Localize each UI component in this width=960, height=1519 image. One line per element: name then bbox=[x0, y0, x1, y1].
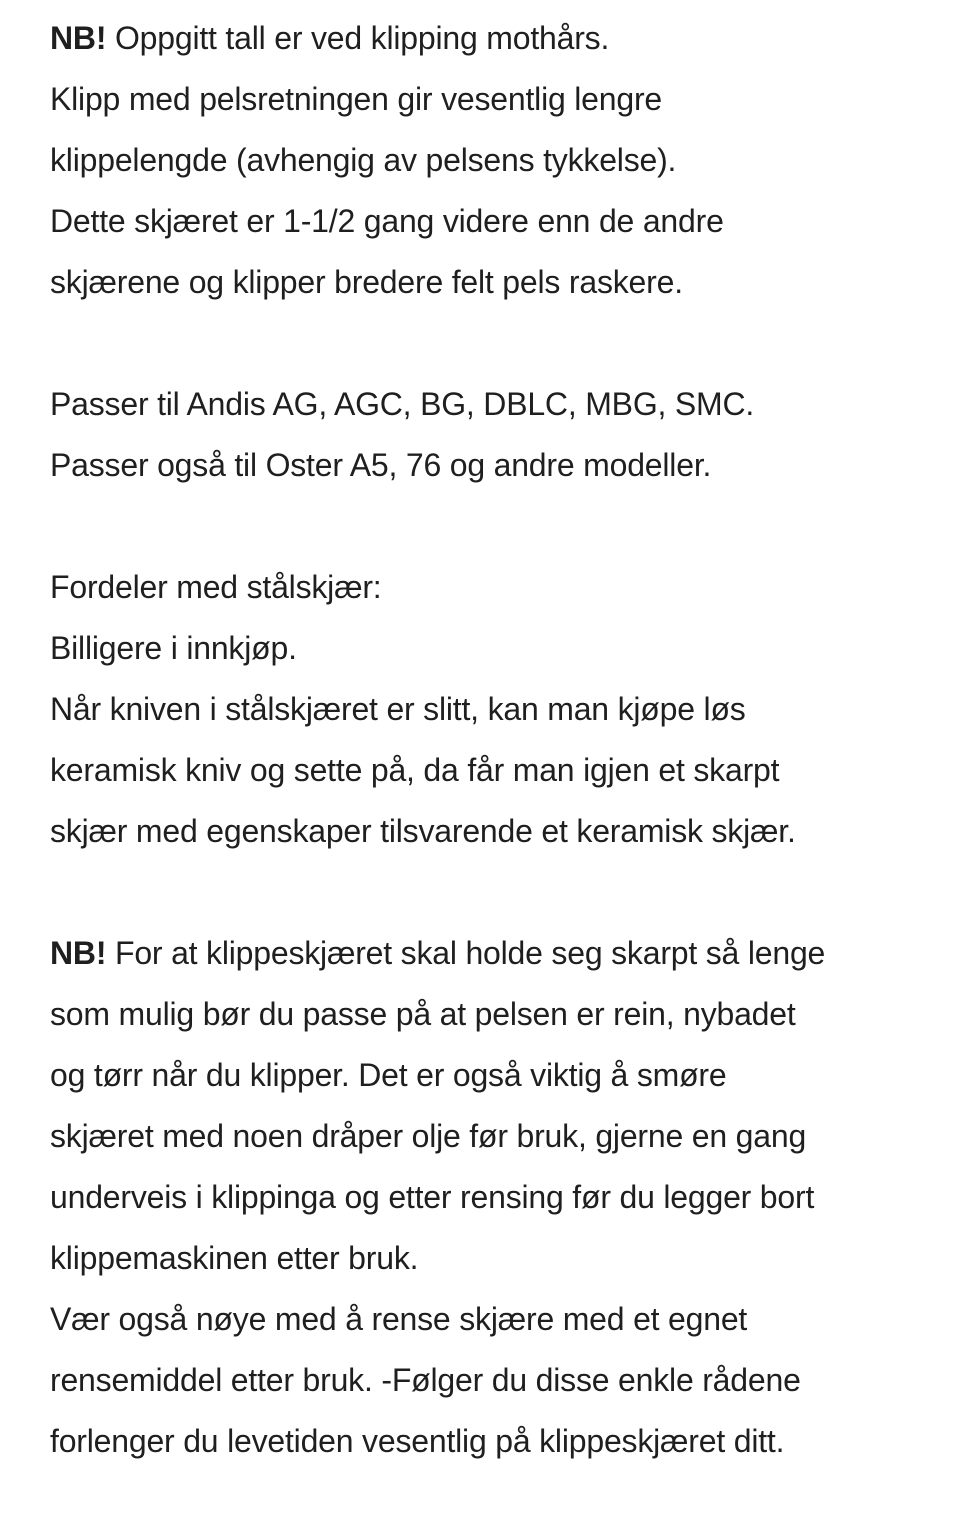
nb-label: NB! bbox=[50, 20, 107, 56]
compatibility-line-1: Passer til Andis AG, AGC, BG, DBLC, MBG, SMC. bbox=[50, 386, 755, 422]
care-line-4: skjæret med noen dråper olje før bruk, gjerne en gang bbox=[50, 1118, 807, 1154]
care-text: For at klippeskjæret skal holde seg skarpt så lenge bbox=[106, 935, 826, 971]
cutting-note-line-2: Klipp med pelsretningen gir vesentlig lengre bbox=[50, 81, 663, 117]
advantages-line-2: Billigere i innkjøp. bbox=[50, 630, 297, 666]
care-line-8: rensemiddel etter bruk. -Følger du disse enkle rådene bbox=[50, 1362, 801, 1398]
care-line-7: Vær også nøye med å rense skjære med et egnet bbox=[50, 1301, 748, 1337]
cutting-note-line-3: klippelengde (avhengig av pelsens tykkelse). bbox=[50, 142, 677, 178]
care-line-1 bbox=[50, 923, 910, 984]
paragraph-gap bbox=[50, 313, 910, 374]
cutting-note-line-4: Dette skjæret er 1-1/2 gang videre enn de andre bbox=[50, 203, 724, 239]
care-line-9: forlenger du levetiden vesentlig på klippeskjæret ditt. bbox=[50, 1423, 785, 1459]
advantages-line-5: skjær med egenskaper tilsvarende et keramisk skjær. bbox=[50, 813, 796, 849]
advantages-line-3: Når kniven i stålskjæret er slitt, kan man kjøpe løs bbox=[50, 691, 746, 727]
cutting-note-line-5: skjærene og klipper bredere felt pels raskere. bbox=[50, 264, 683, 300]
cutting-note-paragraph bbox=[50, 8, 910, 313]
nb-label: NB! bbox=[50, 935, 107, 971]
care-line-5: underveis i klippinga og etter rensing før du legger bort bbox=[50, 1179, 815, 1215]
care-line-2: som mulig bør du passe på at pelsen er rein, nybadet bbox=[50, 996, 796, 1032]
compatibility-line-2: Passer også til Oster A5, 76 og andre modeller. bbox=[50, 447, 712, 483]
paragraph-gap bbox=[50, 862, 910, 923]
paragraph-gap bbox=[50, 496, 910, 557]
compatibility-paragraph bbox=[50, 374, 910, 496]
care-line-6: klippemaskinen etter bruk. bbox=[50, 1240, 419, 1276]
care-instructions-paragraph bbox=[50, 923, 910, 1472]
advantages-heading: Fordeler med stålskjær: bbox=[50, 569, 382, 605]
advantages-paragraph bbox=[50, 557, 910, 862]
cutting-note-text: Oppgitt tall er ved klipping mothårs. bbox=[106, 20, 610, 56]
advantages-line-4: keramisk kniv og sette på, da får man igjen et skarpt bbox=[50, 752, 780, 788]
cutting-note-line-1 bbox=[50, 8, 910, 69]
care-line-3: og tørr når du klipper. Det er også viktig å smøre bbox=[50, 1057, 727, 1093]
